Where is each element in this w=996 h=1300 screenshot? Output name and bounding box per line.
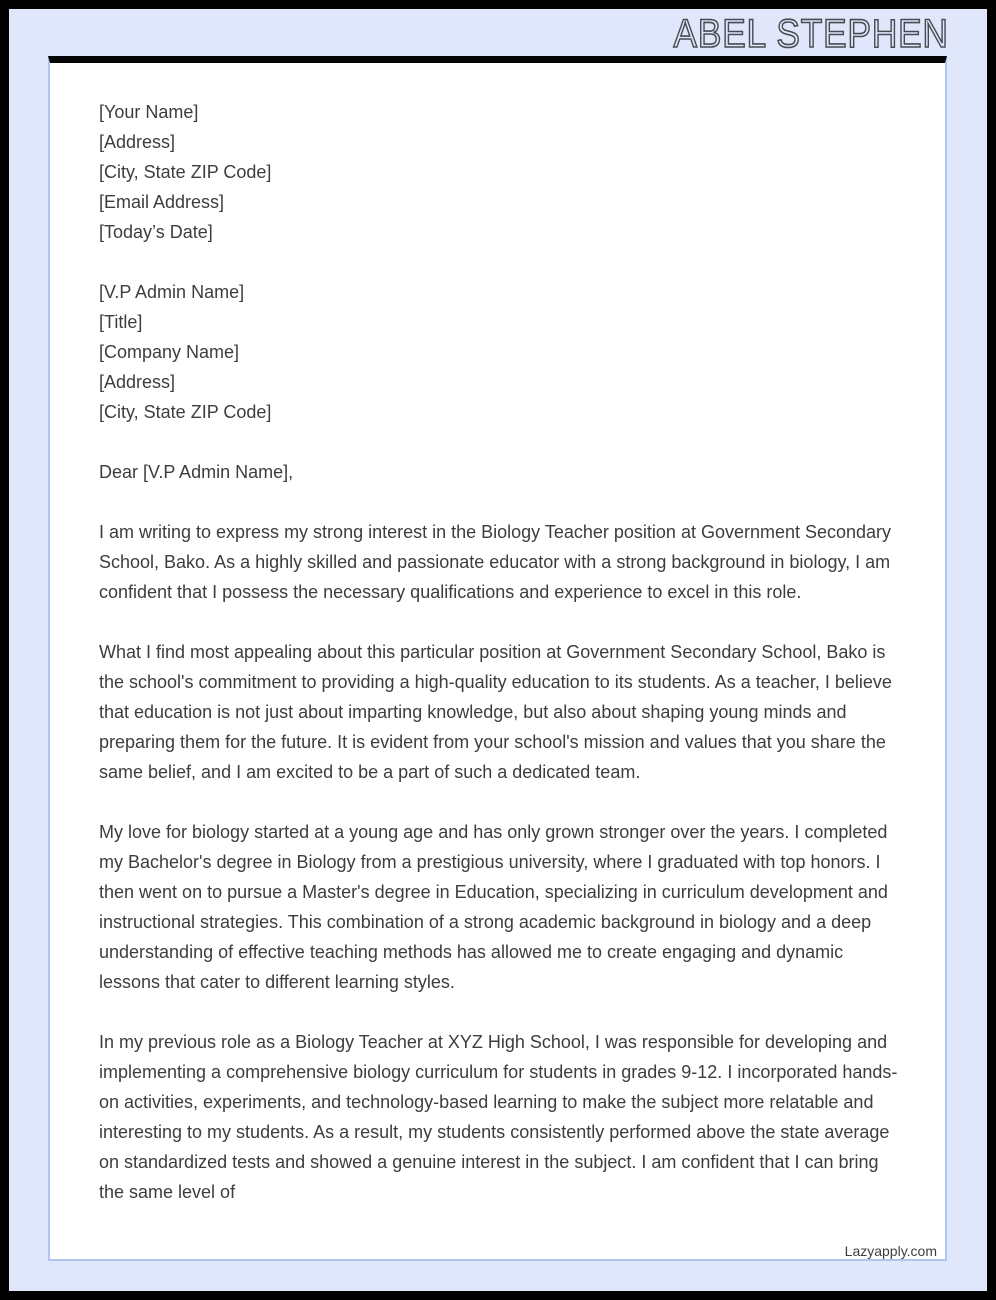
sender-line: [Email Address] bbox=[99, 192, 225, 212]
letter-paragraph: What I find most appealing about this particular position at Government Secondary School, Bako is the school's commitment to providing a high-quality education to its students. As a teacher, I believe that education is not just about imparting knowledge, but also about shaping young minds and preparing them for the future. It is evident from your school's mission and values that you share the same belief, and I am excited to be a part of such a dedicated team. bbox=[99, 642, 892, 782]
recipient-line: [Title] bbox=[99, 312, 143, 332]
sender-line: [Today’s Date] bbox=[99, 222, 213, 242]
letter-page bbox=[48, 56, 947, 1261]
recipient-line: [Company Name] bbox=[99, 342, 240, 362]
recipient-line: [Address] bbox=[99, 372, 176, 392]
salutation: Dear [V.P Admin Name], bbox=[99, 462, 294, 482]
recipient-line: [City, State ZIP Code] bbox=[99, 402, 272, 422]
letterhead-name: ABEL STEPHEN bbox=[673, 12, 949, 56]
sender-line: [City, State ZIP Code] bbox=[99, 162, 272, 182]
letter-paragraph: In my previous role as a Biology Teacher at XYZ High School, I was responsible for developing and implementing a comprehensive biology curriculum for students in grades 9-12. I incorporated hands-on activities, experiments, and technology-based learning to make the subject more relatable and interesting to my students. As a result, my students consistently performed above the state average on standardized tests and showed a genuine interest in the subject. I am confident that I can bring the same level of bbox=[99, 1032, 898, 1202]
sender-line: [Your Name] bbox=[99, 102, 199, 122]
recipient-line: [V.P Admin Name] bbox=[99, 282, 245, 302]
sender-line: [Address] bbox=[99, 132, 176, 152]
sender-block bbox=[99, 97, 900, 247]
letter-content bbox=[50, 63, 945, 1207]
lazyapply-watermark: Lazyapply.com bbox=[844, 1243, 937, 1259]
recipient-block bbox=[99, 277, 900, 427]
letter-paragraph: My love for biology started at a young age and has only grown stronger over the years. I completed my Bachelor's degree in Biology from a prestigious university, where I graduated with top honors. I then went on to pursue a Master's degree in Education, specializing in curriculum development and instructional strategies. This combination of a strong academic background in biology and a deep understanding of effective teaching methods has allowed me to create engaging and dynamic lessons that cater to different learning styles. bbox=[99, 822, 888, 992]
letter-paragraph: I am writing to express my strong interest in the Biology Teacher position at Government Secondary School, Bako. As a highly skilled and passionate educator with a strong background in biology, I am confident that I possess the necessary qualifications and experience to excel in this role. bbox=[99, 522, 892, 602]
